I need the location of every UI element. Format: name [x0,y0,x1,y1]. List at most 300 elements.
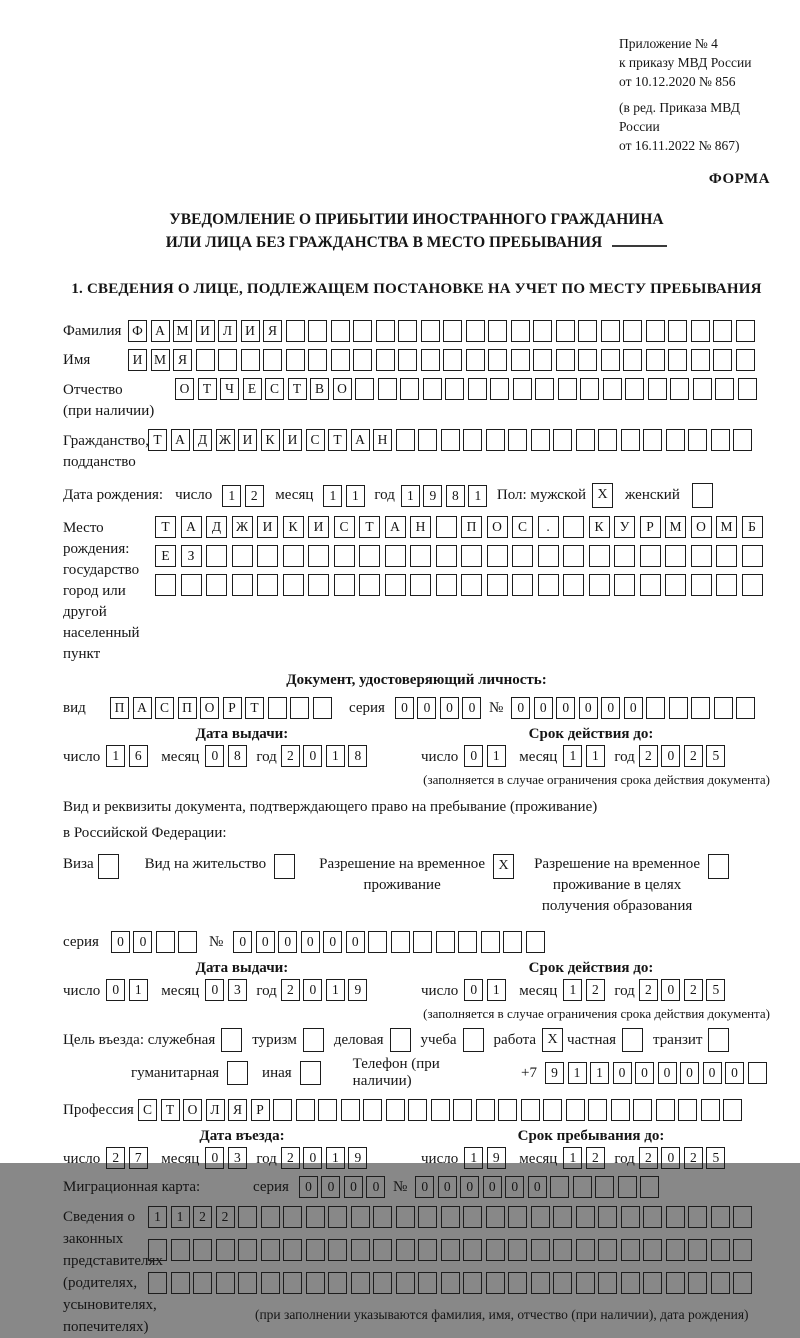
char-box[interactable] [488,320,507,342]
char-box[interactable] [508,1206,527,1228]
char-box[interactable] [334,545,355,567]
char-box[interactable] [563,545,584,567]
char-box[interactable]: М [173,320,192,342]
char-box[interactable] [669,697,688,719]
char-box[interactable] [589,574,610,596]
char-box[interactable]: С [138,1099,157,1121]
char-box[interactable] [556,349,575,371]
char-box[interactable] [576,1272,595,1294]
char-box[interactable]: 9 [545,1062,564,1084]
char-box[interactable]: 0 [440,697,459,719]
char-box[interactable] [376,320,395,342]
char-box[interactable] [400,378,419,400]
char-box[interactable]: 2 [216,1206,235,1228]
char-box[interactable] [193,1239,212,1261]
char-box[interactable] [511,349,530,371]
char-box[interactable] [716,574,737,596]
char-box[interactable]: 0 [111,931,130,953]
char-box[interactable] [723,1099,742,1121]
char-box[interactable]: 1 [346,485,365,507]
char-box[interactable] [486,429,505,451]
char-box[interactable] [563,574,584,596]
purpose-transit-checkbox[interactable] [708,1028,729,1052]
purpose-humanitarian-checkbox[interactable] [227,1061,248,1085]
char-box[interactable] [376,349,395,371]
char-box[interactable] [386,1099,405,1121]
char-box[interactable] [263,349,282,371]
char-box[interactable]: 3 [228,979,247,1001]
char-box[interactable]: И [283,429,302,451]
char-box[interactable] [178,931,197,953]
char-box[interactable]: 0 [464,979,483,1001]
char-box[interactable] [318,1099,337,1121]
char-box[interactable]: Д [206,516,227,538]
char-box[interactable] [742,545,763,567]
char-box[interactable]: 1 [401,485,420,507]
char-box[interactable] [576,429,595,451]
char-box[interactable] [533,349,552,371]
char-box[interactable] [283,1206,302,1228]
char-box[interactable] [413,931,432,953]
char-box[interactable] [531,1239,550,1261]
char-box[interactable]: 0 [303,1147,322,1169]
char-box[interactable] [538,574,559,596]
char-box[interactable] [445,378,464,400]
char-box[interactable]: Т [288,378,307,400]
char-box[interactable]: Н [373,429,392,451]
char-box[interactable] [533,320,552,342]
char-box[interactable]: Р [251,1099,270,1121]
char-box[interactable] [498,1099,517,1121]
char-box[interactable]: 2 [586,1147,605,1169]
char-box[interactable] [490,378,509,400]
char-box[interactable] [576,1239,595,1261]
char-box[interactable]: 3 [228,1147,247,1169]
char-box[interactable] [458,931,477,953]
char-box[interactable] [623,320,642,342]
char-box[interactable] [553,1206,572,1228]
char-box[interactable]: Б [742,516,763,538]
char-box[interactable] [550,1176,569,1198]
char-box[interactable]: 0 [344,1176,363,1198]
char-box[interactable] [283,1272,302,1294]
temp-residence-checkbox[interactable]: X [493,854,514,879]
char-box[interactable] [691,320,710,342]
char-box[interactable]: 0 [323,931,342,953]
char-box[interactable]: 1 [326,745,345,767]
char-box[interactable] [351,1239,370,1261]
char-box[interactable] [693,378,712,400]
char-box[interactable] [351,1272,370,1294]
char-box[interactable]: 0 [505,1176,524,1198]
char-box[interactable] [373,1272,392,1294]
char-box[interactable]: О [333,378,352,400]
char-box[interactable] [290,697,309,719]
char-box[interactable] [378,378,397,400]
char-box[interactable] [614,574,635,596]
char-box[interactable]: М [151,349,170,371]
char-box[interactable] [563,516,584,538]
char-box[interactable] [206,545,227,567]
char-box[interactable] [216,1272,235,1294]
char-box[interactable] [353,320,372,342]
char-box[interactable] [666,1206,685,1228]
char-box[interactable] [283,1239,302,1261]
char-box[interactable]: К [261,429,280,451]
char-box[interactable] [148,1272,167,1294]
char-box[interactable]: Р [640,516,661,538]
char-box[interactable] [408,1099,427,1121]
char-box[interactable] [463,1272,482,1294]
char-box[interactable] [691,697,710,719]
char-box[interactable]: 2 [245,485,264,507]
char-box[interactable] [623,349,642,371]
char-box[interactable]: 1 [326,979,345,1001]
char-box[interactable] [556,320,575,342]
char-box[interactable] [461,545,482,567]
char-box[interactable]: . [538,516,559,538]
char-box[interactable]: Т [359,516,380,538]
char-box[interactable]: 2 [639,1147,658,1169]
char-box[interactable] [666,429,685,451]
char-box[interactable]: 0 [680,1062,699,1084]
char-box[interactable] [580,378,599,400]
char-box[interactable]: М [716,516,737,538]
char-box[interactable] [261,1206,280,1228]
char-box[interactable] [588,1099,607,1121]
char-box[interactable] [578,349,597,371]
char-box[interactable]: П [178,697,197,719]
char-box[interactable] [308,320,327,342]
char-box[interactable]: 0 [661,745,680,767]
char-box[interactable] [508,1272,527,1294]
char-box[interactable]: А [151,320,170,342]
char-box[interactable] [614,545,635,567]
char-box[interactable]: О [487,516,508,538]
char-box[interactable] [715,378,734,400]
char-box[interactable]: 0 [205,745,224,767]
char-box[interactable]: А [133,697,152,719]
char-box[interactable]: 9 [348,979,367,1001]
char-box[interactable]: 2 [684,1147,703,1169]
char-box[interactable] [283,545,304,567]
char-box[interactable]: Ф [128,320,147,342]
char-box[interactable] [441,1206,460,1228]
char-box[interactable] [368,931,387,953]
char-box[interactable]: 1 [563,1147,582,1169]
char-box[interactable]: П [461,516,482,538]
char-box[interactable] [476,1099,495,1121]
char-box[interactable]: Ж [232,516,253,538]
sex-female-checkbox[interactable] [692,483,713,508]
char-box[interactable]: Т [155,516,176,538]
char-box[interactable] [643,1206,662,1228]
char-box[interactable] [691,349,710,371]
char-box[interactable] [713,349,732,371]
purpose-other-checkbox[interactable] [300,1061,321,1085]
char-box[interactable]: О [200,697,219,719]
char-box[interactable]: 2 [193,1206,212,1228]
char-box[interactable]: 1 [464,1147,483,1169]
char-box[interactable] [508,1239,527,1261]
char-box[interactable] [431,1099,450,1121]
visa-checkbox[interactable] [98,854,119,879]
char-box[interactable] [418,1272,437,1294]
char-box[interactable]: Л [218,320,237,342]
char-box[interactable] [359,574,380,596]
char-box[interactable] [736,697,755,719]
char-box[interactable]: 7 [129,1147,148,1169]
char-box[interactable] [573,1176,592,1198]
char-box[interactable]: 1 [326,1147,345,1169]
char-box[interactable] [488,349,507,371]
char-box[interactable] [463,429,482,451]
char-box[interactable] [531,429,550,451]
char-box[interactable] [526,931,545,953]
char-box[interactable]: 1 [468,485,487,507]
char-box[interactable] [385,545,406,567]
char-box[interactable] [578,320,597,342]
char-box[interactable] [646,349,665,371]
char-box[interactable] [396,1239,415,1261]
char-box[interactable]: У [614,516,635,538]
char-box[interactable] [257,545,278,567]
char-box[interactable] [261,1272,280,1294]
purpose-business-checkbox[interactable] [221,1028,242,1052]
char-box[interactable]: 0 [483,1176,502,1198]
char-box[interactable] [678,1099,697,1121]
char-box[interactable] [306,1206,325,1228]
char-box[interactable]: 0 [303,745,322,767]
char-box[interactable]: Т [328,429,347,451]
char-box[interactable] [503,931,522,953]
char-box[interactable]: С [334,516,355,538]
char-box[interactable] [487,574,508,596]
char-box[interactable]: 0 [703,1062,722,1084]
char-box[interactable] [691,574,712,596]
char-box[interactable]: А [385,516,406,538]
char-box[interactable]: 2 [684,745,703,767]
char-box[interactable]: И [241,320,260,342]
char-box[interactable] [418,1206,437,1228]
char-box[interactable] [331,349,350,371]
char-box[interactable] [486,1272,505,1294]
char-box[interactable] [193,1272,212,1294]
char-box[interactable]: 0 [661,979,680,1001]
char-box[interactable] [646,697,665,719]
char-box[interactable]: Я [173,349,192,371]
char-box[interactable] [421,320,440,342]
char-box[interactable] [461,574,482,596]
char-box[interactable] [621,1272,640,1294]
char-box[interactable] [553,1239,572,1261]
char-box[interactable]: 9 [423,485,442,507]
char-box[interactable] [421,349,440,371]
char-box[interactable]: М [665,516,686,538]
char-box[interactable] [328,1239,347,1261]
char-box[interactable] [553,1272,572,1294]
char-box[interactable]: П [110,697,129,719]
char-box[interactable] [716,545,737,567]
char-box[interactable] [670,378,689,400]
char-box[interactable]: 5 [706,979,725,1001]
char-box[interactable] [468,378,487,400]
char-box[interactable] [531,1272,550,1294]
residence-permit-checkbox[interactable] [274,854,295,879]
char-box[interactable]: 9 [348,1147,367,1169]
char-box[interactable]: Т [245,697,264,719]
char-box[interactable] [171,1239,190,1261]
char-box[interactable]: 0 [511,697,530,719]
char-box[interactable] [711,429,730,451]
char-box[interactable] [328,1272,347,1294]
char-box[interactable] [736,320,755,342]
char-box[interactable] [436,516,457,538]
sex-male-checkbox[interactable]: X [592,483,613,508]
char-box[interactable] [713,320,732,342]
char-box[interactable]: Я [228,1099,247,1121]
char-box[interactable] [666,1239,685,1261]
char-box[interactable] [648,378,667,400]
char-box[interactable]: 0 [346,931,365,953]
char-box[interactable]: 0 [725,1062,744,1084]
char-box[interactable] [308,574,329,596]
char-box[interactable]: 1 [129,979,148,1001]
char-box[interactable] [466,320,485,342]
char-box[interactable] [589,545,610,567]
char-box[interactable] [566,1099,585,1121]
char-box[interactable] [196,349,215,371]
char-box[interactable] [733,1206,752,1228]
char-box[interactable] [481,931,500,953]
char-box[interactable] [232,545,253,567]
char-box[interactable] [359,545,380,567]
char-box[interactable]: 0 [366,1176,385,1198]
char-box[interactable] [232,574,253,596]
char-box[interactable]: 2 [281,979,300,1001]
char-box[interactable]: С [306,429,325,451]
char-box[interactable]: 1 [222,485,241,507]
char-box[interactable]: 2 [639,979,658,1001]
char-box[interactable]: Р [223,697,242,719]
char-box[interactable]: 0 [460,1176,479,1198]
char-box[interactable] [308,349,327,371]
char-box[interactable] [296,1099,315,1121]
char-box[interactable]: Т [148,429,167,451]
char-box[interactable] [171,1272,190,1294]
char-box[interactable]: 0 [658,1062,677,1084]
char-box[interactable] [633,1099,652,1121]
char-box[interactable]: 0 [417,697,436,719]
char-box[interactable]: 8 [228,745,247,767]
char-box[interactable] [441,429,460,451]
char-box[interactable] [711,1206,730,1228]
char-box[interactable]: С [512,516,533,538]
char-box[interactable] [665,574,686,596]
char-box[interactable]: 0 [106,979,125,1001]
char-box[interactable] [436,574,457,596]
char-box[interactable]: Т [161,1099,180,1121]
char-box[interactable] [391,931,410,953]
char-box[interactable]: Д [193,429,212,451]
char-box[interactable]: В [310,378,329,400]
char-box[interactable] [512,574,533,596]
char-box[interactable]: 1 [590,1062,609,1084]
char-box[interactable] [441,1272,460,1294]
char-box[interactable]: 8 [348,745,367,767]
char-box[interactable] [443,349,462,371]
char-box[interactable] [711,1239,730,1261]
char-box[interactable] [625,378,644,400]
char-box[interactable] [328,1206,347,1228]
char-box[interactable]: Т [198,378,217,400]
char-box[interactable] [601,349,620,371]
char-box[interactable]: О [175,378,194,400]
char-box[interactable]: С [265,378,284,400]
char-box[interactable] [486,1239,505,1261]
char-box[interactable] [611,1099,630,1121]
char-box[interactable] [531,1206,550,1228]
char-box[interactable] [621,1206,640,1228]
char-box[interactable] [688,1239,707,1261]
char-box[interactable] [733,1239,752,1261]
char-box[interactable] [665,545,686,567]
char-box[interactable]: 8 [446,485,465,507]
char-box[interactable] [283,574,304,596]
char-box[interactable] [598,429,617,451]
char-box[interactable]: 1 [487,745,506,767]
char-box[interactable] [640,545,661,567]
char-box[interactable]: 0 [205,1147,224,1169]
purpose-study-checkbox[interactable] [463,1028,484,1052]
char-box[interactable] [286,320,305,342]
char-box[interactable] [643,1272,662,1294]
char-box[interactable] [736,349,755,371]
char-box[interactable] [742,574,763,596]
char-box[interactable]: 0 [635,1062,654,1084]
char-box[interactable] [543,1099,562,1121]
char-box[interactable] [341,1099,360,1121]
char-box[interactable]: 0 [601,697,620,719]
char-box[interactable]: 0 [464,745,483,767]
char-box[interactable]: 0 [438,1176,457,1198]
char-box[interactable] [618,1176,637,1198]
char-box[interactable] [410,574,431,596]
char-box[interactable] [508,429,527,451]
char-box[interactable] [601,320,620,342]
char-box[interactable] [691,545,712,567]
char-box[interactable]: С [155,697,174,719]
char-box[interactable]: 1 [106,745,125,767]
char-box[interactable]: 2 [586,979,605,1001]
char-box[interactable]: 0 [395,697,414,719]
char-box[interactable]: 0 [205,979,224,1001]
purpose-work-checkbox[interactable]: X [542,1028,563,1052]
char-box[interactable] [701,1099,720,1121]
char-box[interactable] [216,1239,235,1261]
char-box[interactable] [688,1206,707,1228]
char-box[interactable]: 0 [415,1176,434,1198]
char-box[interactable] [261,1239,280,1261]
char-box[interactable]: 0 [528,1176,547,1198]
char-box[interactable] [535,378,554,400]
char-box[interactable]: И [308,516,329,538]
char-box[interactable]: Ж [216,429,235,451]
char-box[interactable] [268,697,287,719]
char-box[interactable]: 0 [301,931,320,953]
char-box[interactable]: 1 [568,1062,587,1084]
char-box[interactable]: 6 [129,745,148,767]
